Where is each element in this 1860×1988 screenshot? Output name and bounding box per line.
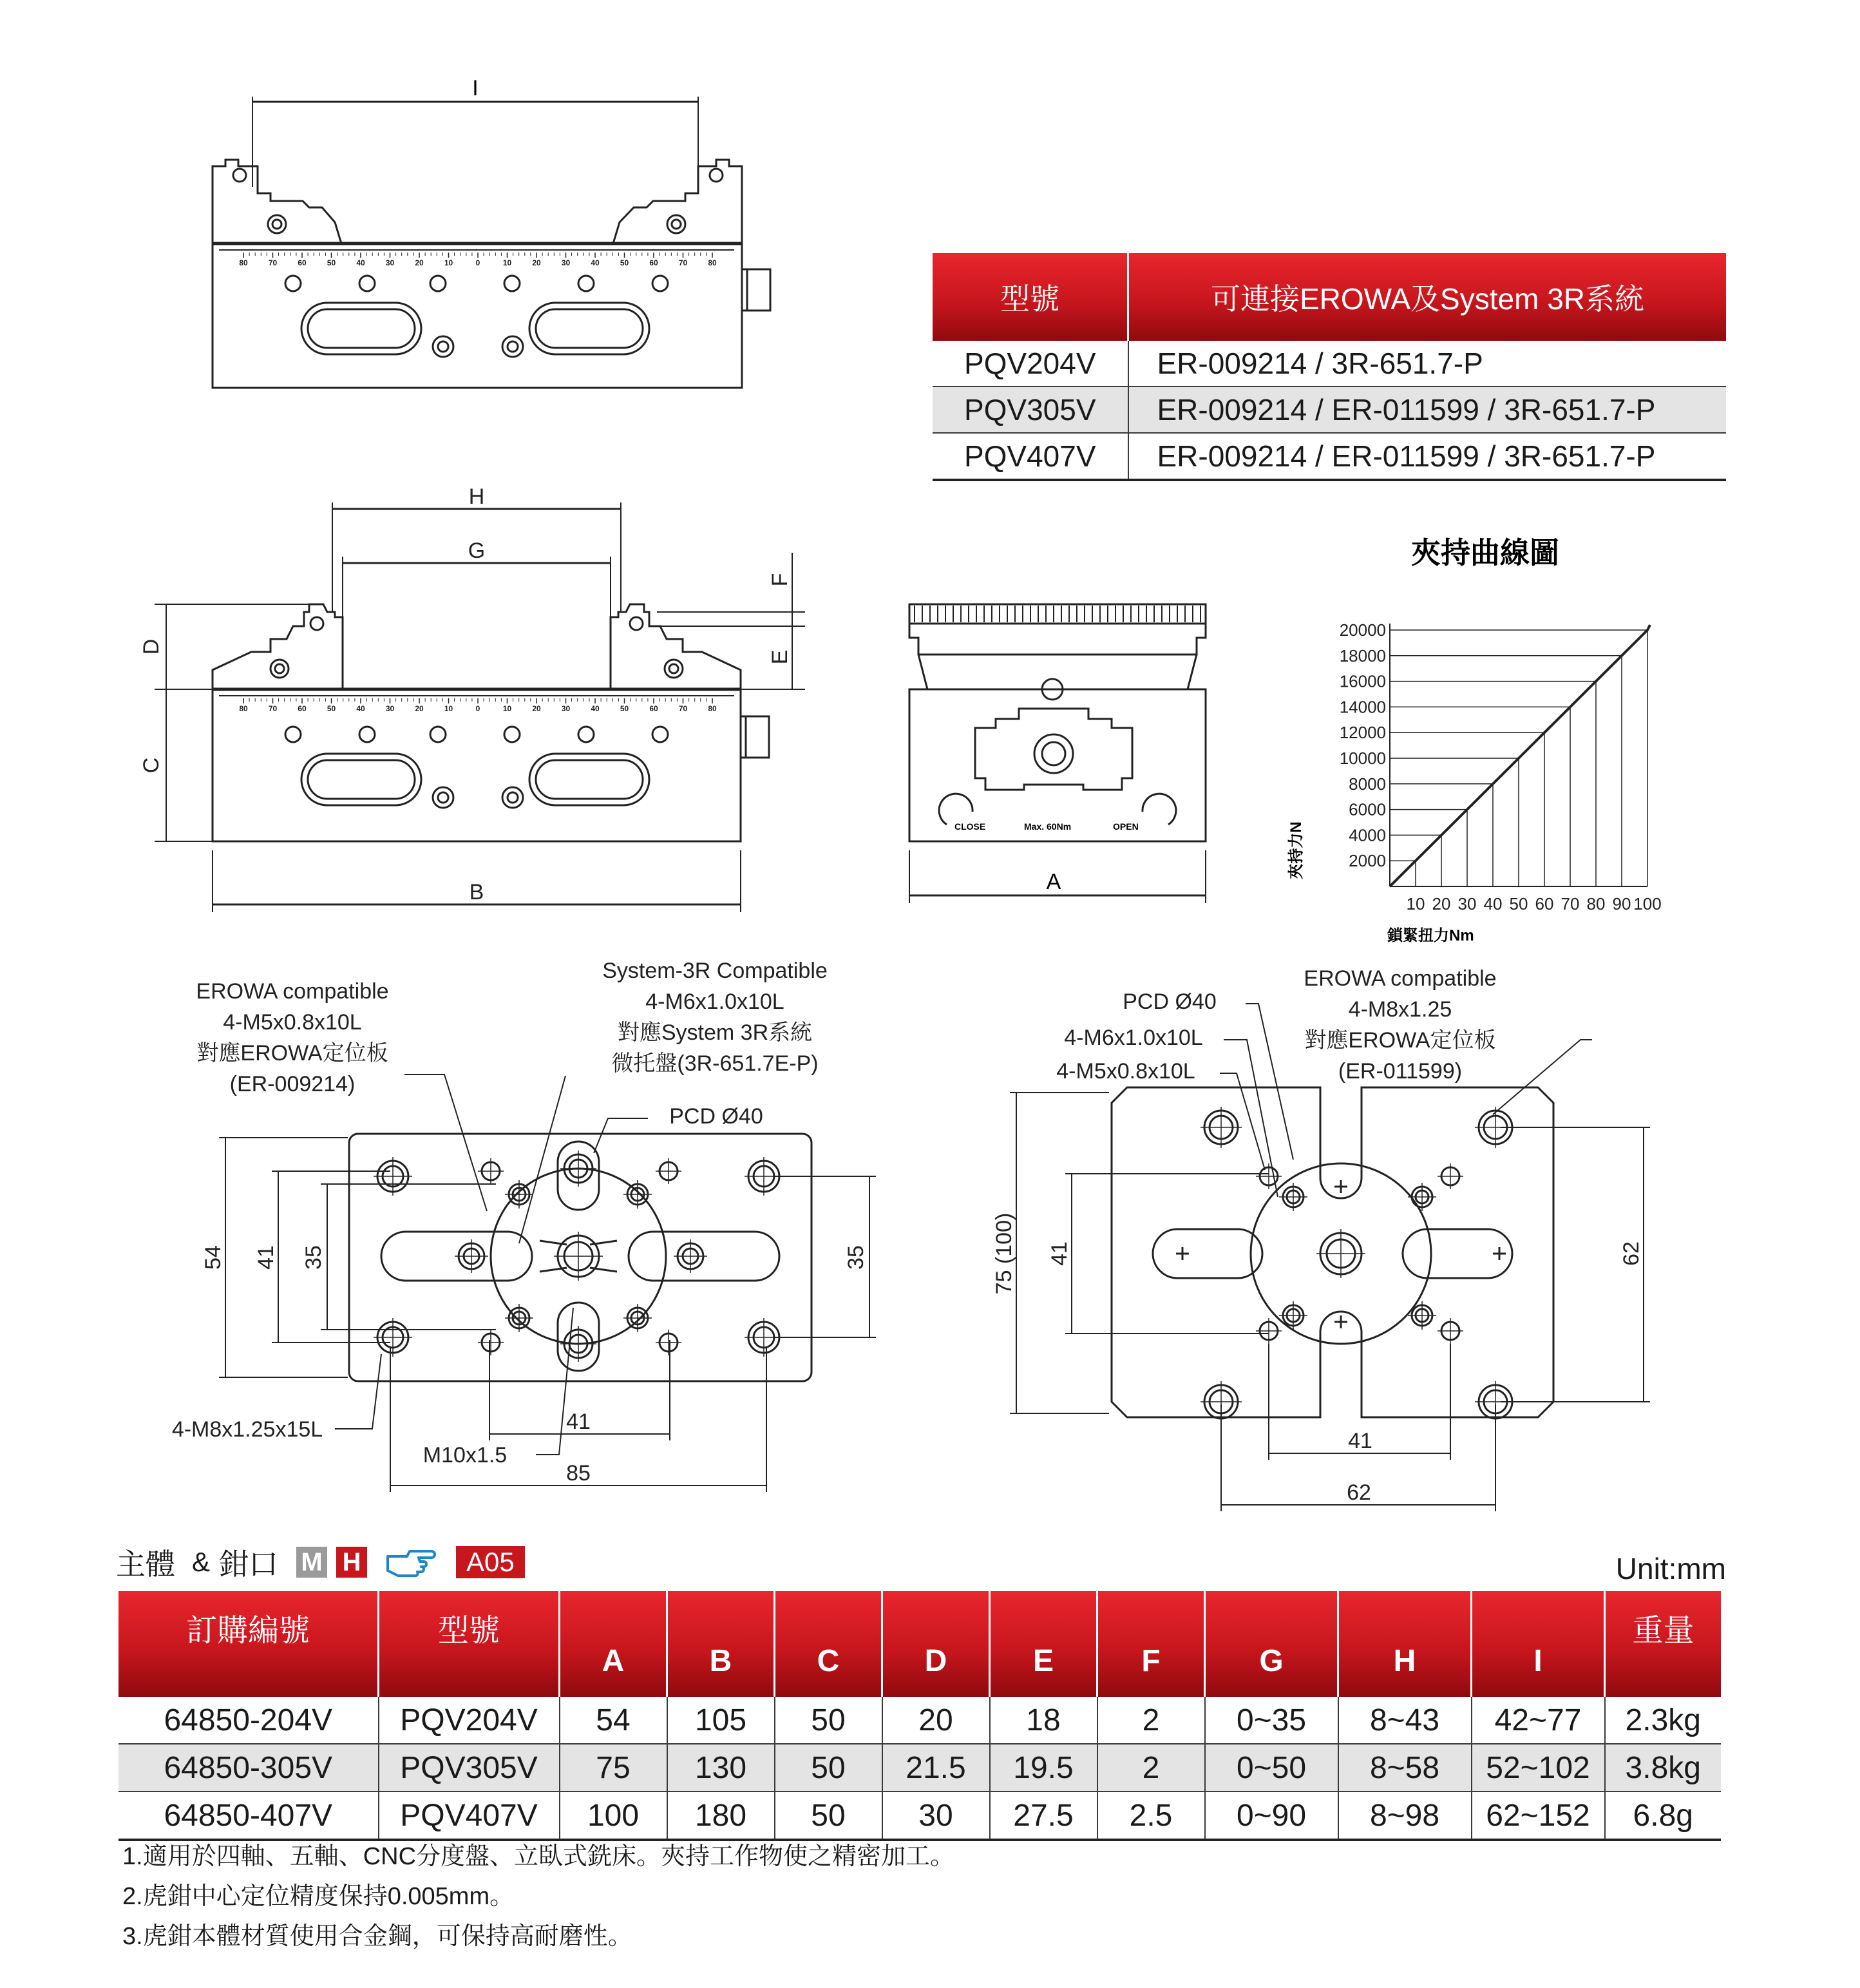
spec-cell: 3.8kg — [1605, 1744, 1722, 1792]
note-2: 2.虎鉗中心定位精度保持0.005mm。 — [122, 1883, 515, 1910]
compat-row — [933, 341, 1726, 387]
spec-cell: 6.8g — [1605, 1792, 1722, 1840]
chart-y-tick: 2000 — [1349, 851, 1386, 871]
spec-cell: 50 — [775, 1744, 882, 1792]
dim-d-label: D — [139, 638, 164, 655]
scale-tick-label: 30 — [385, 258, 395, 267]
scale-tick-label: 50 — [327, 258, 336, 267]
compat-value: ER-009214 / 3R-651.7-P — [1128, 341, 1727, 387]
sys3r-label-3: 對應System 3R系統 — [617, 1020, 813, 1045]
chart-title: 夾持曲線圖 — [1411, 536, 1559, 569]
spec-cell: 8~43 — [1338, 1697, 1472, 1744]
spec-header-c: C — [775, 1591, 882, 1697]
scale-tick-label: 10 — [502, 704, 512, 713]
section-subtitle: 鉗口 — [219, 1547, 279, 1581]
pointing-hand-icon — [385, 1546, 437, 1578]
scale-tick-label: 0 — [475, 704, 480, 713]
section-title: 主體 — [116, 1547, 175, 1581]
chart-x-tick: 30 — [1457, 894, 1477, 913]
spec-cell: 0~35 — [1205, 1697, 1338, 1744]
scale-tick-label: 70 — [268, 704, 278, 713]
badge-m: M — [296, 1547, 327, 1578]
scale-tick-label: 80 — [708, 704, 717, 713]
dim-54-label: 54 — [201, 1245, 225, 1270]
erowa-r-label-2: 4-M8x1.25 — [1348, 997, 1452, 1022]
scale-tick-label: 30 — [561, 704, 571, 713]
note-1: 1.適用於四軸、五軸、CNC分度盤、立臥式銑床。夾持工作物使之精密加工。 — [122, 1843, 955, 1870]
chart-y-tick: 18000 — [1339, 645, 1386, 665]
spec-cell: 18 — [990, 1697, 1097, 1744]
spec-cell: 50 — [775, 1792, 882, 1840]
dim-e-label: E — [768, 649, 792, 665]
spec-cell: 8~58 — [1338, 1744, 1472, 1792]
spec-table — [119, 1591, 1721, 1841]
scale-tick-label: 20 — [415, 704, 424, 713]
spec-header-b: B — [667, 1591, 775, 1697]
top-view-drawing — [0, 0, 902, 412]
sys3r-label-1: System-3R Compatible — [602, 959, 828, 983]
chart-x-tick: 20 — [1432, 894, 1451, 913]
spec-cell: 2 — [1097, 1744, 1205, 1792]
spec-cell: PQV204V — [379, 1697, 560, 1744]
spec-cell: 30 — [882, 1792, 990, 1840]
spec-cell: 64850-204V — [119, 1697, 379, 1744]
scale-tick-label: 60 — [649, 704, 658, 713]
spec-cell: 20 — [882, 1697, 990, 1744]
spec-header-e: E — [990, 1591, 1097, 1697]
dim-g-label: G — [468, 539, 486, 563]
compat-value: ER-009214 / ER-011599 / 3R-651.7-P — [1128, 433, 1727, 480]
chart-x-tick: 90 — [1612, 894, 1631, 913]
pcd-label-right: PCD Ø40 — [1123, 989, 1217, 1014]
chart-x-tick: 40 — [1483, 894, 1503, 913]
scale-tick-label: 10 — [444, 704, 453, 713]
spec-cell: 54 — [560, 1697, 667, 1744]
spec-header-order: 訂購編號 — [119, 1591, 379, 1697]
spec-cell: 62~152 — [1472, 1792, 1605, 1840]
spec-cell: 130 — [667, 1744, 775, 1792]
chart-series-line — [1390, 625, 1650, 886]
scale-tick-label: 10 — [444, 258, 453, 267]
pcd-label: PCD Ø40 — [669, 1104, 763, 1129]
dim-41h-right-label: 41 — [1348, 1429, 1372, 1453]
dim-41v-label: 41 — [254, 1245, 278, 1270]
dim-41v-right-label: 41 — [1047, 1241, 1072, 1266]
dim-41h-label: 41 — [566, 1410, 591, 1434]
section-header — [116, 1540, 525, 1585]
m5-label: 4-M5x0.8x10L — [1056, 1059, 1195, 1084]
chart-y-tick: 6000 — [1349, 799, 1386, 819]
compat-header-model: 型號 — [933, 253, 1128, 341]
compat-table — [933, 253, 1726, 481]
spec-cell: 64850-407V — [119, 1792, 379, 1840]
spec-header-h: H — [1338, 1591, 1472, 1697]
erowa-label-1: EROWA compatible — [196, 979, 389, 1004]
m8-label: 4-M8x1.25x15L — [171, 1417, 323, 1442]
scale-tick-label: 20 — [415, 258, 424, 267]
scale-tick-label: 50 — [620, 704, 629, 713]
compat-row — [933, 433, 1726, 480]
spec-row — [119, 1697, 1721, 1744]
plate-drawing-right — [934, 941, 1745, 1533]
spec-header-model: 型號 — [379, 1591, 560, 1697]
spec-cell: 2.5 — [1097, 1792, 1205, 1840]
spec-cell: PQV305V — [379, 1744, 560, 1792]
dim-f-label: F — [768, 573, 792, 587]
scale-tick-label: 30 — [561, 258, 571, 267]
spec-header-i: I — [1472, 1591, 1605, 1697]
scale-tick-label: 70 — [268, 258, 278, 267]
spec-header-a: A — [560, 1591, 667, 1697]
spec-header-weight: 重量 — [1605, 1591, 1722, 1697]
side-view-drawing — [895, 593, 1230, 928]
scale-tick-label: 60 — [298, 704, 307, 713]
compat-model: PQV204V — [933, 341, 1128, 387]
erowa-label-2: 4-M5x0.8x10L — [223, 1010, 362, 1035]
spec-header-g: G — [1205, 1591, 1338, 1697]
spec-cell: 27.5 — [990, 1792, 1097, 1840]
erowa-r-label-1: EROWA compatible — [1304, 966, 1497, 991]
dim-b-label: B — [469, 880, 484, 904]
erowa-r-label-3: 對應EROWA定位板 — [1304, 1028, 1496, 1053]
scale-tick-label: 40 — [591, 258, 600, 267]
chart-y-tick: 4000 — [1349, 825, 1386, 845]
dim-c-label: C — [139, 757, 164, 774]
dim-35r-label: 35 — [844, 1245, 868, 1270]
spec-cell: 0~50 — [1205, 1744, 1338, 1792]
spec-cell: 105 — [667, 1697, 775, 1744]
scale-tick-label: 70 — [678, 704, 688, 713]
torque-label: Max. 60Nm — [1024, 821, 1072, 832]
spec-cell: 52~102 — [1472, 1744, 1605, 1792]
spec-cell: 50 — [775, 1697, 882, 1744]
open-label: OPEN — [1113, 821, 1139, 832]
chart-y-tick: 14000 — [1339, 697, 1386, 717]
scale-tick-label: 50 — [620, 258, 629, 267]
plate-drawing-left — [0, 941, 934, 1507]
badge-code: A05 — [456, 1546, 525, 1578]
chart-x-tick: 70 — [1561, 894, 1580, 913]
spec-row — [119, 1792, 1721, 1840]
dim-85-label: 85 — [566, 1461, 591, 1486]
spec-cell: 75 — [560, 1744, 667, 1792]
close-label: CLOSE — [954, 821, 986, 832]
scale-tick-label: 70 — [678, 258, 688, 267]
spec-cell: PQV407V — [379, 1792, 560, 1840]
chart-x-tick: 100 — [1633, 894, 1662, 913]
spec-cell: 21.5 — [882, 1744, 990, 1792]
scale-tick-label: 20 — [532, 704, 541, 713]
scale-tick-label: 40 — [591, 704, 600, 713]
spec-cell: 42~77 — [1472, 1697, 1605, 1744]
scale-tick-label: 10 — [502, 258, 512, 267]
spec-cell: 8~98 — [1338, 1792, 1472, 1840]
chart-y-tick: 16000 — [1339, 671, 1386, 691]
scale-tick-label: 80 — [708, 258, 717, 267]
spec-cell: 19.5 — [990, 1744, 1097, 1792]
chart-y-tick: 8000 — [1349, 774, 1386, 794]
compat-row — [933, 387, 1726, 433]
scale-tick-label: 60 — [649, 258, 658, 267]
dim-a-label: A — [1046, 870, 1061, 894]
chart-y-tick: 12000 — [1339, 723, 1386, 743]
clamping-force-chart — [1262, 528, 1687, 953]
front-view-drawing — [0, 477, 902, 928]
scale-tick-label: 20 — [532, 258, 541, 267]
dim-i-label: I — [472, 76, 479, 100]
chart-y-tick: 10000 — [1339, 749, 1386, 768]
spec-cell: 64850-305V — [119, 1744, 379, 1792]
chart-ylabel: 夾持力N — [1287, 821, 1305, 879]
compat-model: PQV305V — [933, 387, 1128, 433]
spec-header-f: F — [1097, 1591, 1205, 1697]
sys3r-label-2: 4-M6x1.0x10L — [645, 989, 784, 1014]
chart-y-tick: 20000 — [1339, 620, 1386, 640]
spec-row — [119, 1744, 1721, 1792]
scale-tick-label: 60 — [298, 258, 307, 267]
chart-x-tick: 10 — [1406, 894, 1425, 913]
unit-label: Unit:mm — [1615, 1552, 1726, 1585]
erowa-label-4: (ER-009214) — [229, 1072, 356, 1096]
dim-h-label: H — [468, 484, 485, 509]
spec-cell: 0~90 — [1205, 1792, 1338, 1840]
dim-62v-label: 62 — [1619, 1241, 1644, 1266]
m10-label: M10x1.5 — [422, 1443, 508, 1467]
scale-tick-label: 80 — [239, 258, 248, 267]
dim-75-label: 75 (100) — [992, 1212, 1016, 1295]
chart-x-tick: 50 — [1509, 894, 1528, 913]
spec-cell: 100 — [560, 1792, 667, 1840]
section-amp: & — [192, 1547, 211, 1577]
spec-header-d: D — [882, 1591, 990, 1697]
erowa-label-3: 對應EROWA定位板 — [196, 1041, 388, 1066]
compat-header-system: 可連接EROWA及System 3R系統 — [1128, 253, 1727, 341]
compat-value: ER-009214 / ER-011599 / 3R-651.7-P — [1128, 387, 1727, 433]
dim-62h-label: 62 — [1347, 1480, 1371, 1505]
dim-35v-label: 35 — [301, 1245, 326, 1270]
spec-cell: 180 — [667, 1792, 775, 1840]
m6-label: 4-M6x1.0x10L — [1064, 1026, 1203, 1050]
spec-cell: 2.3kg — [1605, 1697, 1722, 1744]
chart-xlabel: 鎖緊扭力Nm — [1387, 927, 1474, 944]
note-3: 3.虎鉗本體材質使用合金鋼，可保持高耐磨性。 — [122, 1923, 632, 1950]
scale-tick-label: 50 — [327, 704, 336, 713]
badge-h: H — [336, 1547, 367, 1578]
scale-tick-label: 80 — [239, 704, 248, 713]
spec-cell: 2 — [1097, 1697, 1205, 1744]
scale-tick-label: 30 — [385, 704, 395, 713]
erowa-r-label-4: (ER-011599) — [1338, 1059, 1463, 1084]
scale-tick-label: 40 — [356, 258, 365, 267]
chart-x-tick: 80 — [1586, 894, 1606, 913]
scale-tick-label: 40 — [356, 704, 365, 713]
sys3r-label-4: 微托盤(3R-651.7E-P) — [611, 1051, 819, 1076]
compat-model: PQV407V — [933, 433, 1128, 480]
scale-tick-label: 0 — [475, 258, 480, 267]
chart-x-tick: 60 — [1535, 894, 1554, 913]
